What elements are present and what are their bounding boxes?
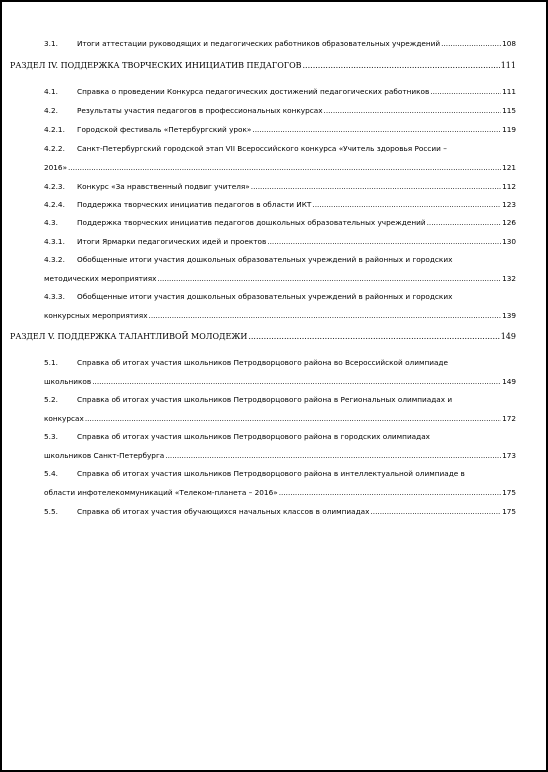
toc-content xyxy=(2,2,546,770)
toc-entry xyxy=(44,292,516,320)
toc-number: 4.3. xyxy=(44,218,58,227)
toc-section xyxy=(10,60,516,71)
toc-leader xyxy=(251,182,501,191)
toc-leader xyxy=(252,125,501,134)
toc-number: 5.3. xyxy=(44,432,58,441)
toc-title-line1: Справка об итогах участия школьников Петродворцового района во Всероссийской олимпиаде xyxy=(77,358,448,367)
toc-title: Поддержка творческих инициатив педагогов в области ИКТ xyxy=(77,200,312,209)
toc-title: Итоги аттестации руководящих и педагогических работников образовательных учреждений xyxy=(77,39,441,48)
toc-page: 126 xyxy=(502,218,516,227)
toc-title-line2: области инфотелекоммуникаций «Телеком-планета – 2016» xyxy=(44,488,278,497)
toc-leader xyxy=(165,451,501,460)
toc-title: Итоги Ярмарки педагогических идей и проектов xyxy=(77,237,267,246)
toc-page: 108 xyxy=(502,39,516,48)
toc-number: 5.5. xyxy=(44,507,58,516)
toc-entry xyxy=(44,106,516,115)
toc-entry xyxy=(44,255,516,283)
toc-number: 4.1. xyxy=(44,87,58,96)
toc-page: 172 xyxy=(502,414,516,423)
toc-title: Конкурс «За нравственный подвиг учителя» xyxy=(77,182,250,191)
toc-entry xyxy=(44,144,516,172)
toc-number: 4.3.3. xyxy=(44,292,65,301)
toc-leader xyxy=(248,331,499,342)
toc-page: 115 xyxy=(502,106,516,115)
toc-title-line1: Справка об итогах участия школьников Петродворцового района в городских олимпиадах xyxy=(77,432,430,441)
toc-entry xyxy=(44,469,516,497)
toc-entry xyxy=(44,39,516,48)
toc-page: 139 xyxy=(502,311,516,320)
section-page: 149 xyxy=(500,332,516,341)
toc-title-line2: конкурсах xyxy=(44,414,84,423)
toc-title-line1: Справка об итогах участия школьников Петродворцового района в Региональных олимпиадах и xyxy=(77,395,453,404)
toc-entry xyxy=(44,182,516,191)
toc-leader xyxy=(441,39,501,48)
toc-leader xyxy=(312,200,501,209)
toc-title-line2: методических мероприятиях xyxy=(44,274,157,283)
toc-number: 4.2.4. xyxy=(44,200,65,209)
toc-leader xyxy=(427,218,501,227)
toc-number: 5.4. xyxy=(44,469,58,478)
toc-entry xyxy=(44,358,516,386)
toc-number: 4.2. xyxy=(44,106,58,115)
toc-section xyxy=(10,331,516,342)
toc-leader xyxy=(68,163,501,172)
toc-leader xyxy=(324,106,502,115)
toc-page: 173 xyxy=(502,451,516,460)
toc-page: 132 xyxy=(502,274,516,283)
toc-number: 3.1. xyxy=(44,39,58,48)
toc-title-line1: Справка об итогах участия школьников Петродворцового района в интеллектуальной олимпиаде в xyxy=(77,469,465,478)
toc-leader xyxy=(303,60,500,71)
toc-page: 149 xyxy=(502,377,516,386)
toc-title: Справка о проведении Конкурса педагогических достижений педагогических работников xyxy=(77,87,430,96)
toc-number: 4.3.1. xyxy=(44,237,65,246)
toc-page: 121 xyxy=(502,163,516,172)
toc-entry xyxy=(44,200,516,209)
toc-page: 175 xyxy=(502,507,516,516)
toc-number: 4.3.2. xyxy=(44,255,65,264)
toc-leader xyxy=(85,414,501,423)
toc-page: 130 xyxy=(502,237,516,246)
toc-entry xyxy=(44,87,516,96)
toc-page: 119 xyxy=(502,125,516,134)
toc-entry xyxy=(44,395,516,423)
toc-leader xyxy=(149,311,502,320)
toc-entry xyxy=(44,125,516,134)
toc-leader xyxy=(267,237,501,246)
toc-entry xyxy=(44,507,516,516)
toc-leader xyxy=(92,377,501,386)
toc-number: 5.1. xyxy=(44,358,58,367)
toc-title: Поддержка творческих инициатив педагогов дошкольных образовательных учреждений xyxy=(77,218,426,227)
toc-leader xyxy=(279,488,501,497)
toc-leader xyxy=(430,87,501,96)
toc-page: 111 xyxy=(502,87,516,96)
toc-entry xyxy=(44,218,516,227)
section-title: РАЗДЕЛ V. ПОДДЕРЖКА ТАЛАНТЛИВОЙ МОЛОДЕЖИ xyxy=(10,332,248,341)
toc-entry xyxy=(44,432,516,460)
section-title: РАЗДЕЛ IV. ПОДДЕРЖКА ТВОРЧЕСКИХ ИНИЦИАТИВ ПЕДАГОГОВ xyxy=(10,61,302,70)
toc-title-line1: Обобщенные итоги участия дошкольных образовательных учреждений в районных и городских xyxy=(77,255,453,264)
toc-title: Справка об итогах участия обучающихся начальных классов в олимпиадах xyxy=(77,507,370,516)
toc-number: 4.2.3. xyxy=(44,182,65,191)
toc-title-line2: конкурсных мероприятиях xyxy=(44,311,148,320)
toc-title: Результаты участия педагогов в профессиональных конкурсах xyxy=(77,106,323,115)
toc-leader xyxy=(157,274,501,283)
toc-number: 4.2.2. xyxy=(44,144,65,153)
toc-page: 123 xyxy=(502,200,516,209)
section-page: 111 xyxy=(500,61,516,70)
toc-title-line2: 2016» xyxy=(44,163,68,172)
toc-title-line2: школьников xyxy=(44,377,92,386)
toc-title-line1: Санкт-Петербургский городской этап VII Всероссийского конкурса «Учитель здоровья России – xyxy=(77,144,447,153)
toc-page: 175 xyxy=(502,488,516,497)
toc-leader xyxy=(370,507,501,516)
toc-number: 4.2.1. xyxy=(44,125,65,134)
toc-title-line2: школьников Санкт-Петербурга xyxy=(44,451,165,460)
toc-title-line1: Обобщенные итоги участия дошкольных образовательных учреждений в районных и городских xyxy=(77,292,453,301)
toc-title: Городской фестиваль «Петербургский урок» xyxy=(77,125,252,134)
toc-page: 112 xyxy=(502,182,516,191)
toc-entry xyxy=(44,237,516,246)
toc-number: 5.2. xyxy=(44,395,58,404)
